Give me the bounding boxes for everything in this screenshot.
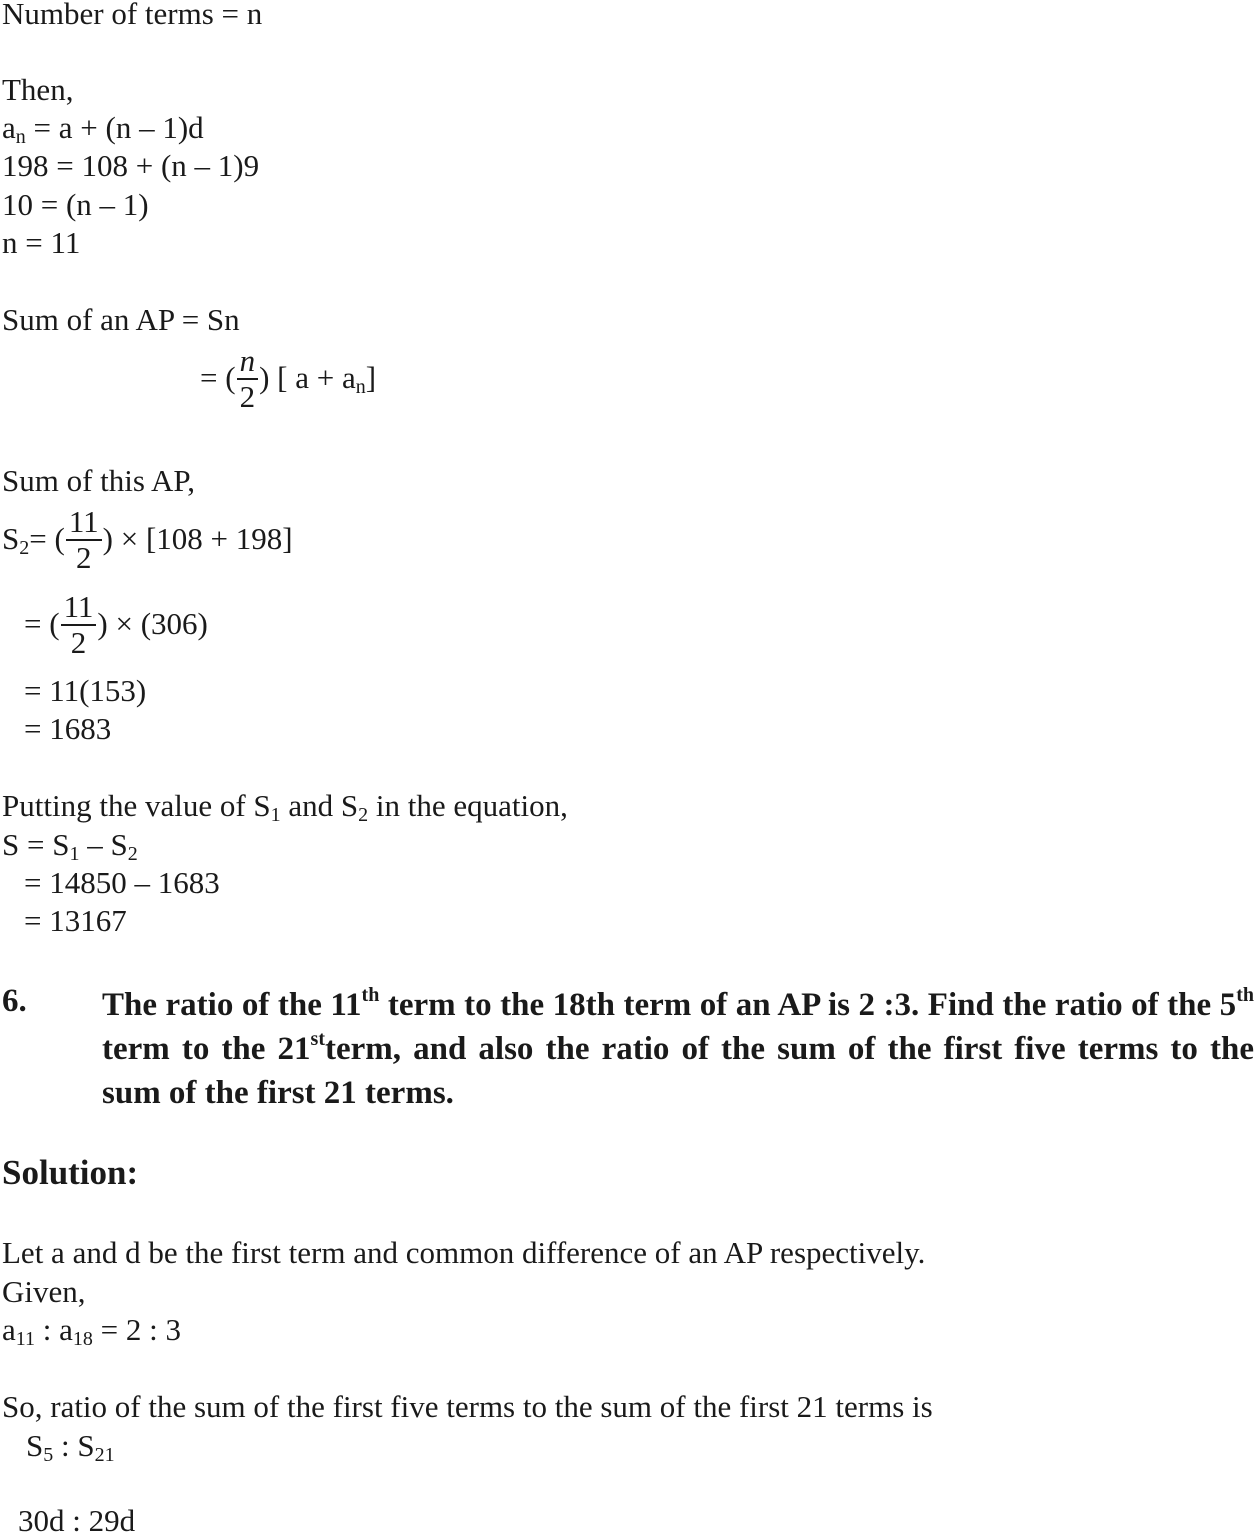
s2-equation-line-1: $S_2=$ ( $\frac{11}{2}$ ) × [108 + 198]	[2, 504, 293, 575]
s-equation-line-3: = 13167	[24, 903, 127, 938]
nth-term-formula: $a_n = a + (n - 1)d$	[2, 110, 204, 148]
given-label: Given,	[2, 1274, 86, 1309]
fraction-11-over-2: $\frac{11}{2}$	[61, 590, 97, 660]
solution-heading: Solution:	[2, 1153, 139, 1192]
sum-of-ap-line: Sum of an AP = Sn	[2, 302, 240, 337]
sum-ratio-statement: So, ratio of the sum of the first five terms to the sum of the first 21 terms is	[2, 1389, 933, 1424]
given-ratio: $a_{11}$ : $a_{18} = 2$ : 3	[2, 1312, 182, 1350]
s5-to-s21-ratio: $S_5$ : $S_{21}$	[26, 1428, 115, 1466]
number-of-terms-line: Number of terms = n	[2, 0, 263, 31]
s2-equation-line-4: = 1683	[24, 711, 112, 746]
then-label: Then,	[2, 72, 74, 107]
question-number: 6.	[2, 983, 27, 1019]
s-equation-line-2: = 14850 – 1683	[24, 865, 220, 900]
putting-values-line: Putting the value of $S_1$ and $S_2$ in the equation,	[2, 788, 568, 826]
solution-intro: Let a and d be the first term and common difference of an AP respectively.	[2, 1235, 926, 1270]
s-equals-s1-minus-s2: $S = S_1 - S_2$	[2, 827, 138, 865]
question-text: The ratio of the 11th term to the 18th term of an AP is 2 :3. Find the ratio of the 5th term to the 21stterm, and also the ratio of the sum of the first five terms to the sum of the first 21 terms.	[102, 984, 1254, 1111]
equation-step-2: 10 = (n – 1)	[2, 187, 149, 222]
s2-equation-line-2: = ( $\frac{11}{2}$ ) × (306)	[24, 589, 208, 660]
equation-step-3: n = 11	[2, 225, 81, 260]
s2-equation-line-3: = 11(153)	[24, 673, 147, 708]
equation-step-1: 198 = 108 + (n – 1)9	[2, 148, 260, 183]
sum-formula: = ( $\frac{n}{2}$ ) [ $a + a_n$]	[200, 343, 377, 414]
fraction-n-over-2: $\frac{n}{2}$	[237, 344, 259, 414]
fraction-11-over-2: $\frac{11}{2}$	[66, 505, 102, 575]
final-ratio-result: 30d : 29d	[18, 1503, 136, 1538]
sum-of-this-ap-label: Sum of this AP,	[2, 463, 195, 498]
